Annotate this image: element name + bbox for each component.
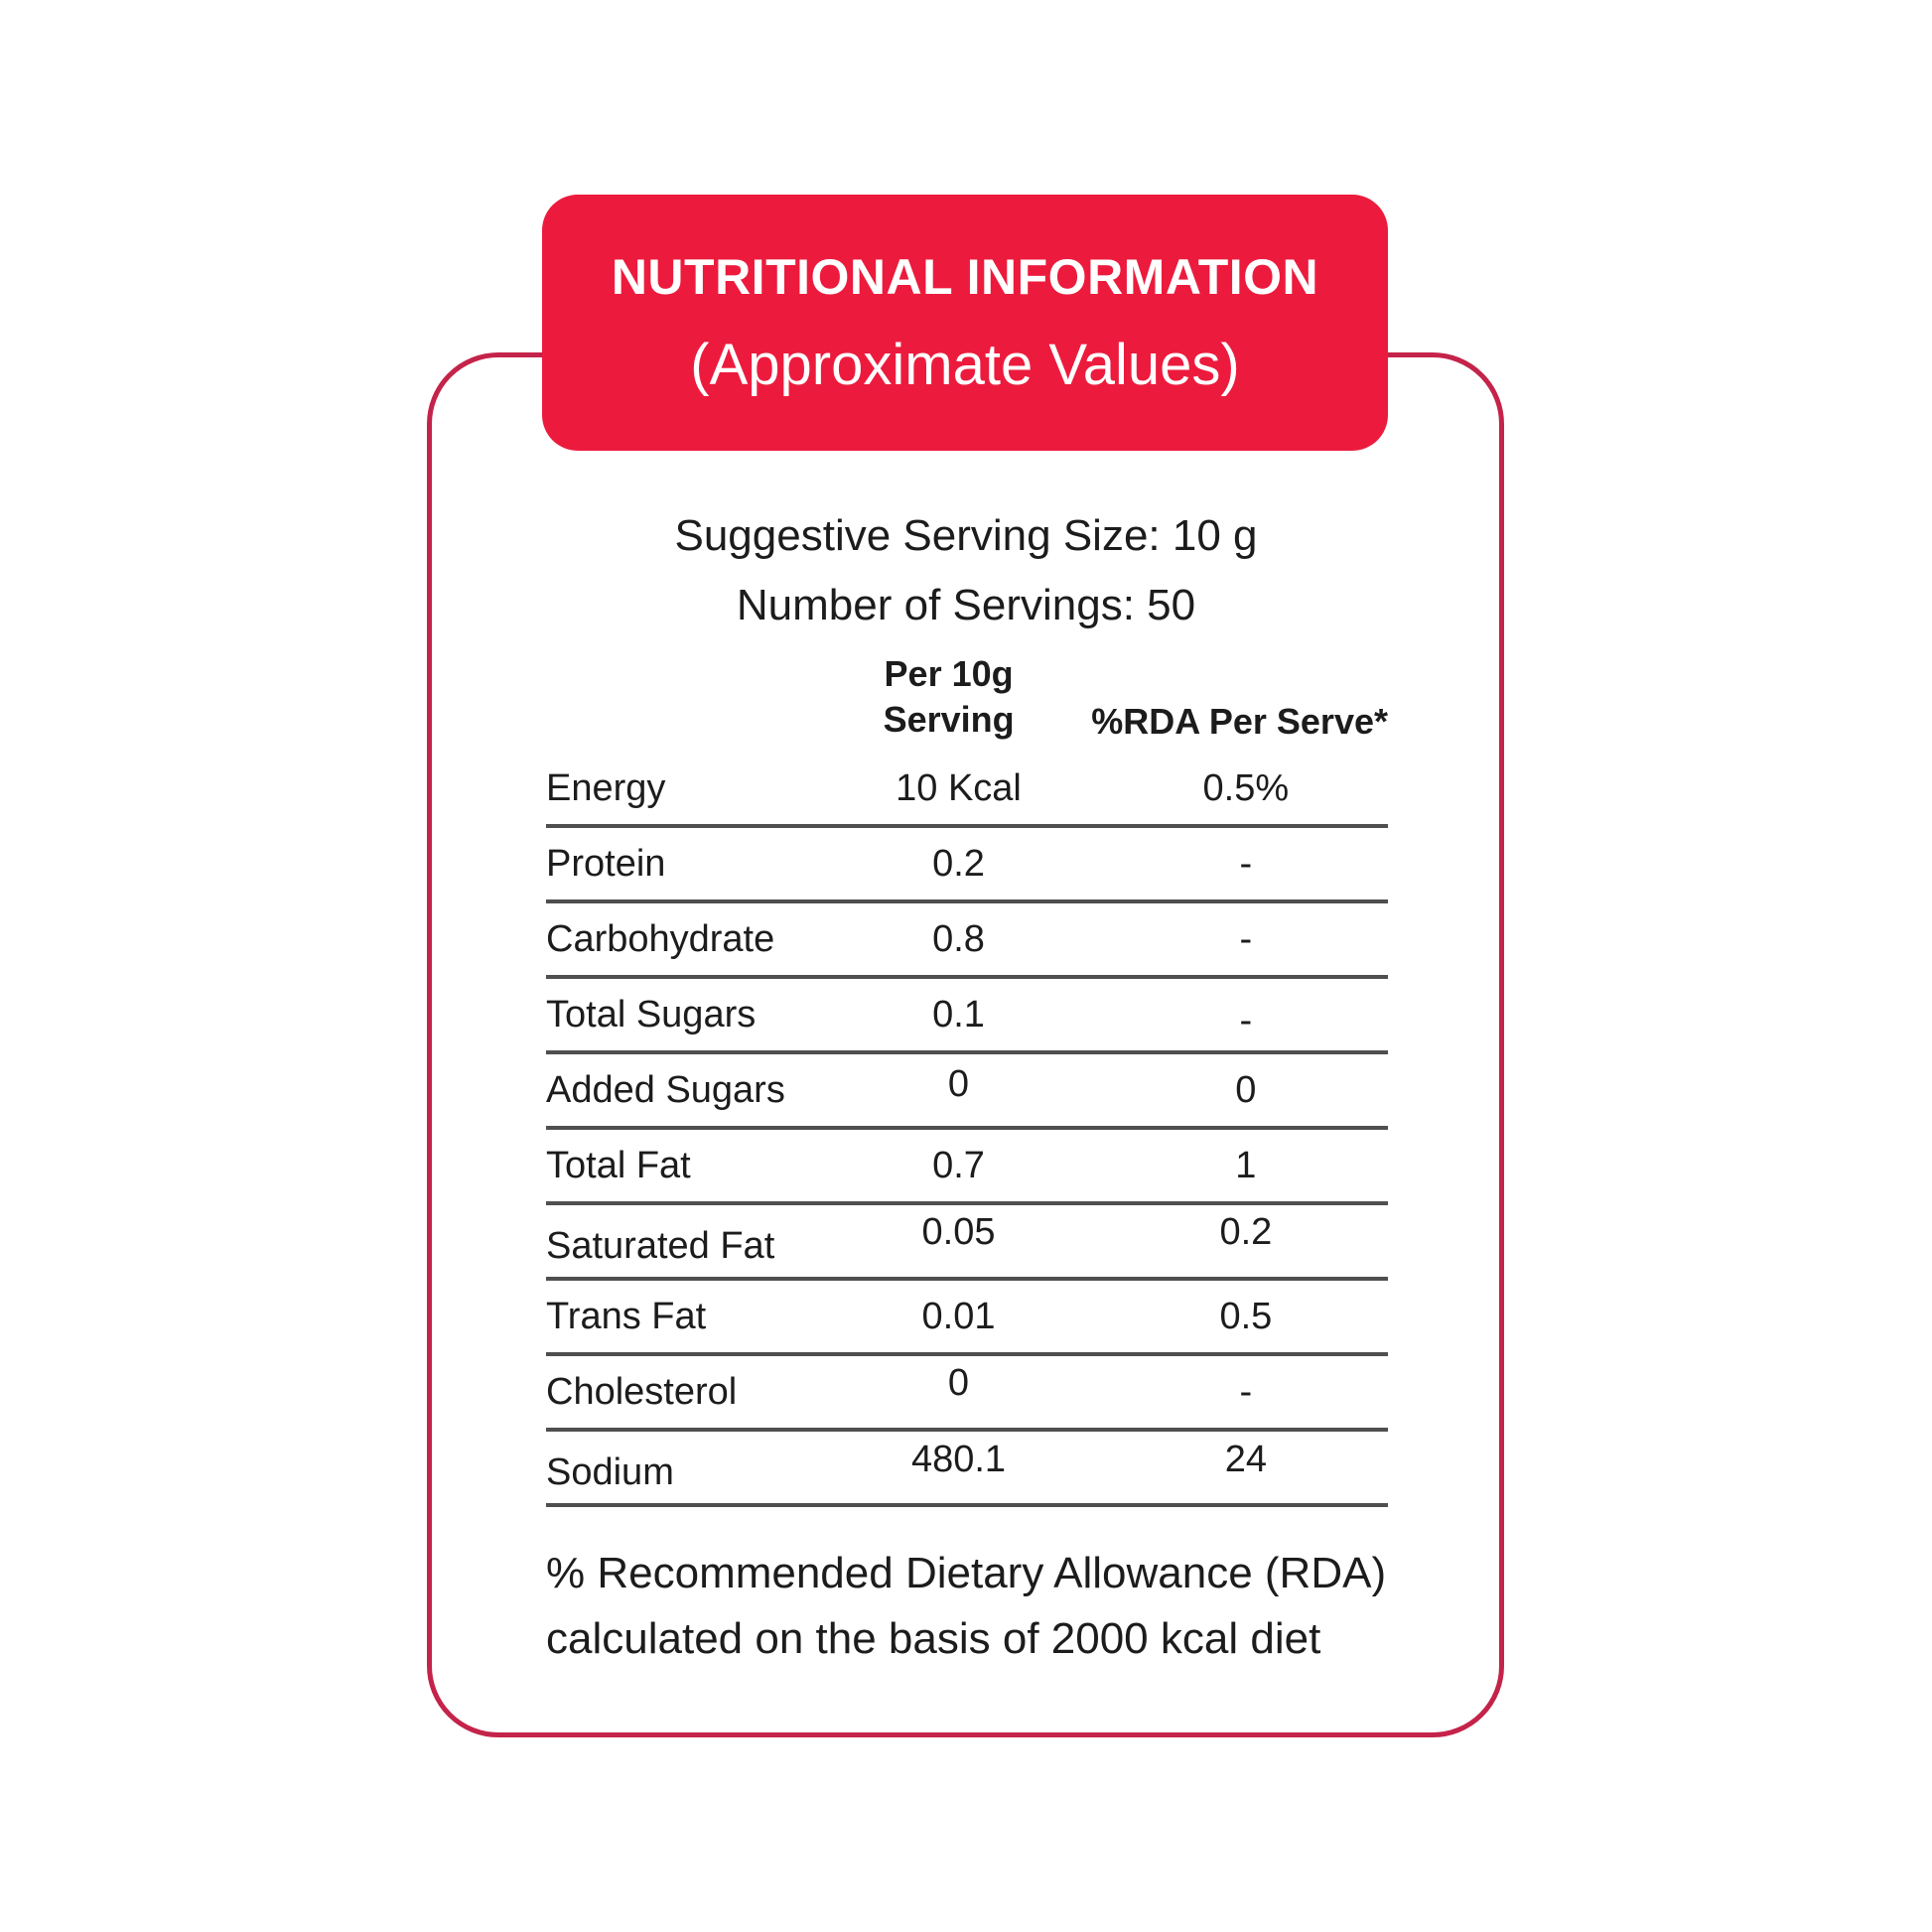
nutrient-label: Saturated Fat (546, 1224, 775, 1267)
serving-size-line: Suggestive Serving Size: 10 g (674, 511, 1258, 560)
nutrient-value: 0.8 (932, 917, 985, 960)
nutrient-label: Carbohydrate (546, 917, 775, 960)
nutrient-rda: - (1239, 842, 1253, 885)
servings-count-line: Number of Servings: 50 (736, 581, 1196, 629)
table-row (546, 828, 1388, 903)
nutrient-value: 480.1 (910, 1438, 1007, 1480)
nutrient-label: Added Sugars (546, 1068, 785, 1111)
rda-note-line2: calculated on the basis of 2000 kcal diet (546, 1614, 1321, 1663)
table-header-row (546, 655, 1388, 753)
column-header-per-serving-line1: Per 10g (884, 653, 1014, 694)
nutrient-value: 0.2 (932, 842, 985, 885)
table-row (546, 1281, 1388, 1356)
nutrient-label: Sodium (546, 1450, 674, 1493)
column-header-per-serving (842, 651, 1055, 743)
nutrition-header-banner (542, 195, 1388, 451)
nutrition-table (546, 655, 1388, 1507)
serving-info (428, 501, 1504, 640)
table-row (546, 1130, 1388, 1205)
nutrient-label: Trans Fat (546, 1295, 707, 1337)
table-row (546, 1432, 1388, 1507)
nutrient-rda: 0.5 (1219, 1295, 1273, 1337)
nutrient-rda: 24 (1224, 1438, 1267, 1480)
table-row (546, 1054, 1388, 1130)
nutrient-rda: 0.5% (1202, 766, 1290, 809)
rda-note (546, 1541, 1459, 1672)
table-row (546, 753, 1388, 828)
nutrient-label: Protein (546, 842, 666, 885)
nutrition-title: NUTRITIONAL INFORMATION (611, 248, 1319, 305)
nutrition-subtitle: (Approximate Values) (690, 332, 1240, 397)
nutrient-value: 10 Kcal (896, 766, 1022, 809)
nutrient-label: Total Sugars (546, 993, 757, 1035)
nutrient-rda: - (1239, 917, 1253, 960)
table-row (546, 1356, 1388, 1432)
nutrient-value: 0.7 (932, 1144, 985, 1186)
column-header-per-serving-line2: Serving (883, 699, 1015, 740)
nutrient-rda: 0 (1235, 1068, 1257, 1111)
nutrient-rda: - (1239, 999, 1253, 1041)
table-row (546, 979, 1388, 1054)
table-row (546, 903, 1388, 979)
nutrient-value: 0.05 (921, 1210, 996, 1253)
nutrient-value: 0 (947, 1062, 970, 1105)
table-row (546, 1205, 1388, 1281)
nutrient-rda: 0.2 (1219, 1210, 1273, 1253)
nutrient-value: 0.1 (932, 993, 985, 1035)
column-header-rda: %RDA Per Serve* (1091, 701, 1388, 742)
nutrient-label: Total Fat (546, 1144, 691, 1186)
nutrient-label: Cholesterol (546, 1370, 738, 1413)
nutrient-rda: - (1239, 1370, 1253, 1413)
nutrient-value: 0 (947, 1361, 970, 1404)
nutrient-label: Energy (546, 766, 666, 809)
nutrient-rda: 1 (1235, 1144, 1257, 1186)
rda-note-line1: % Recommended Dietary Allowance (RDA) (546, 1549, 1387, 1597)
nutrient-value: 0.01 (921, 1295, 996, 1337)
